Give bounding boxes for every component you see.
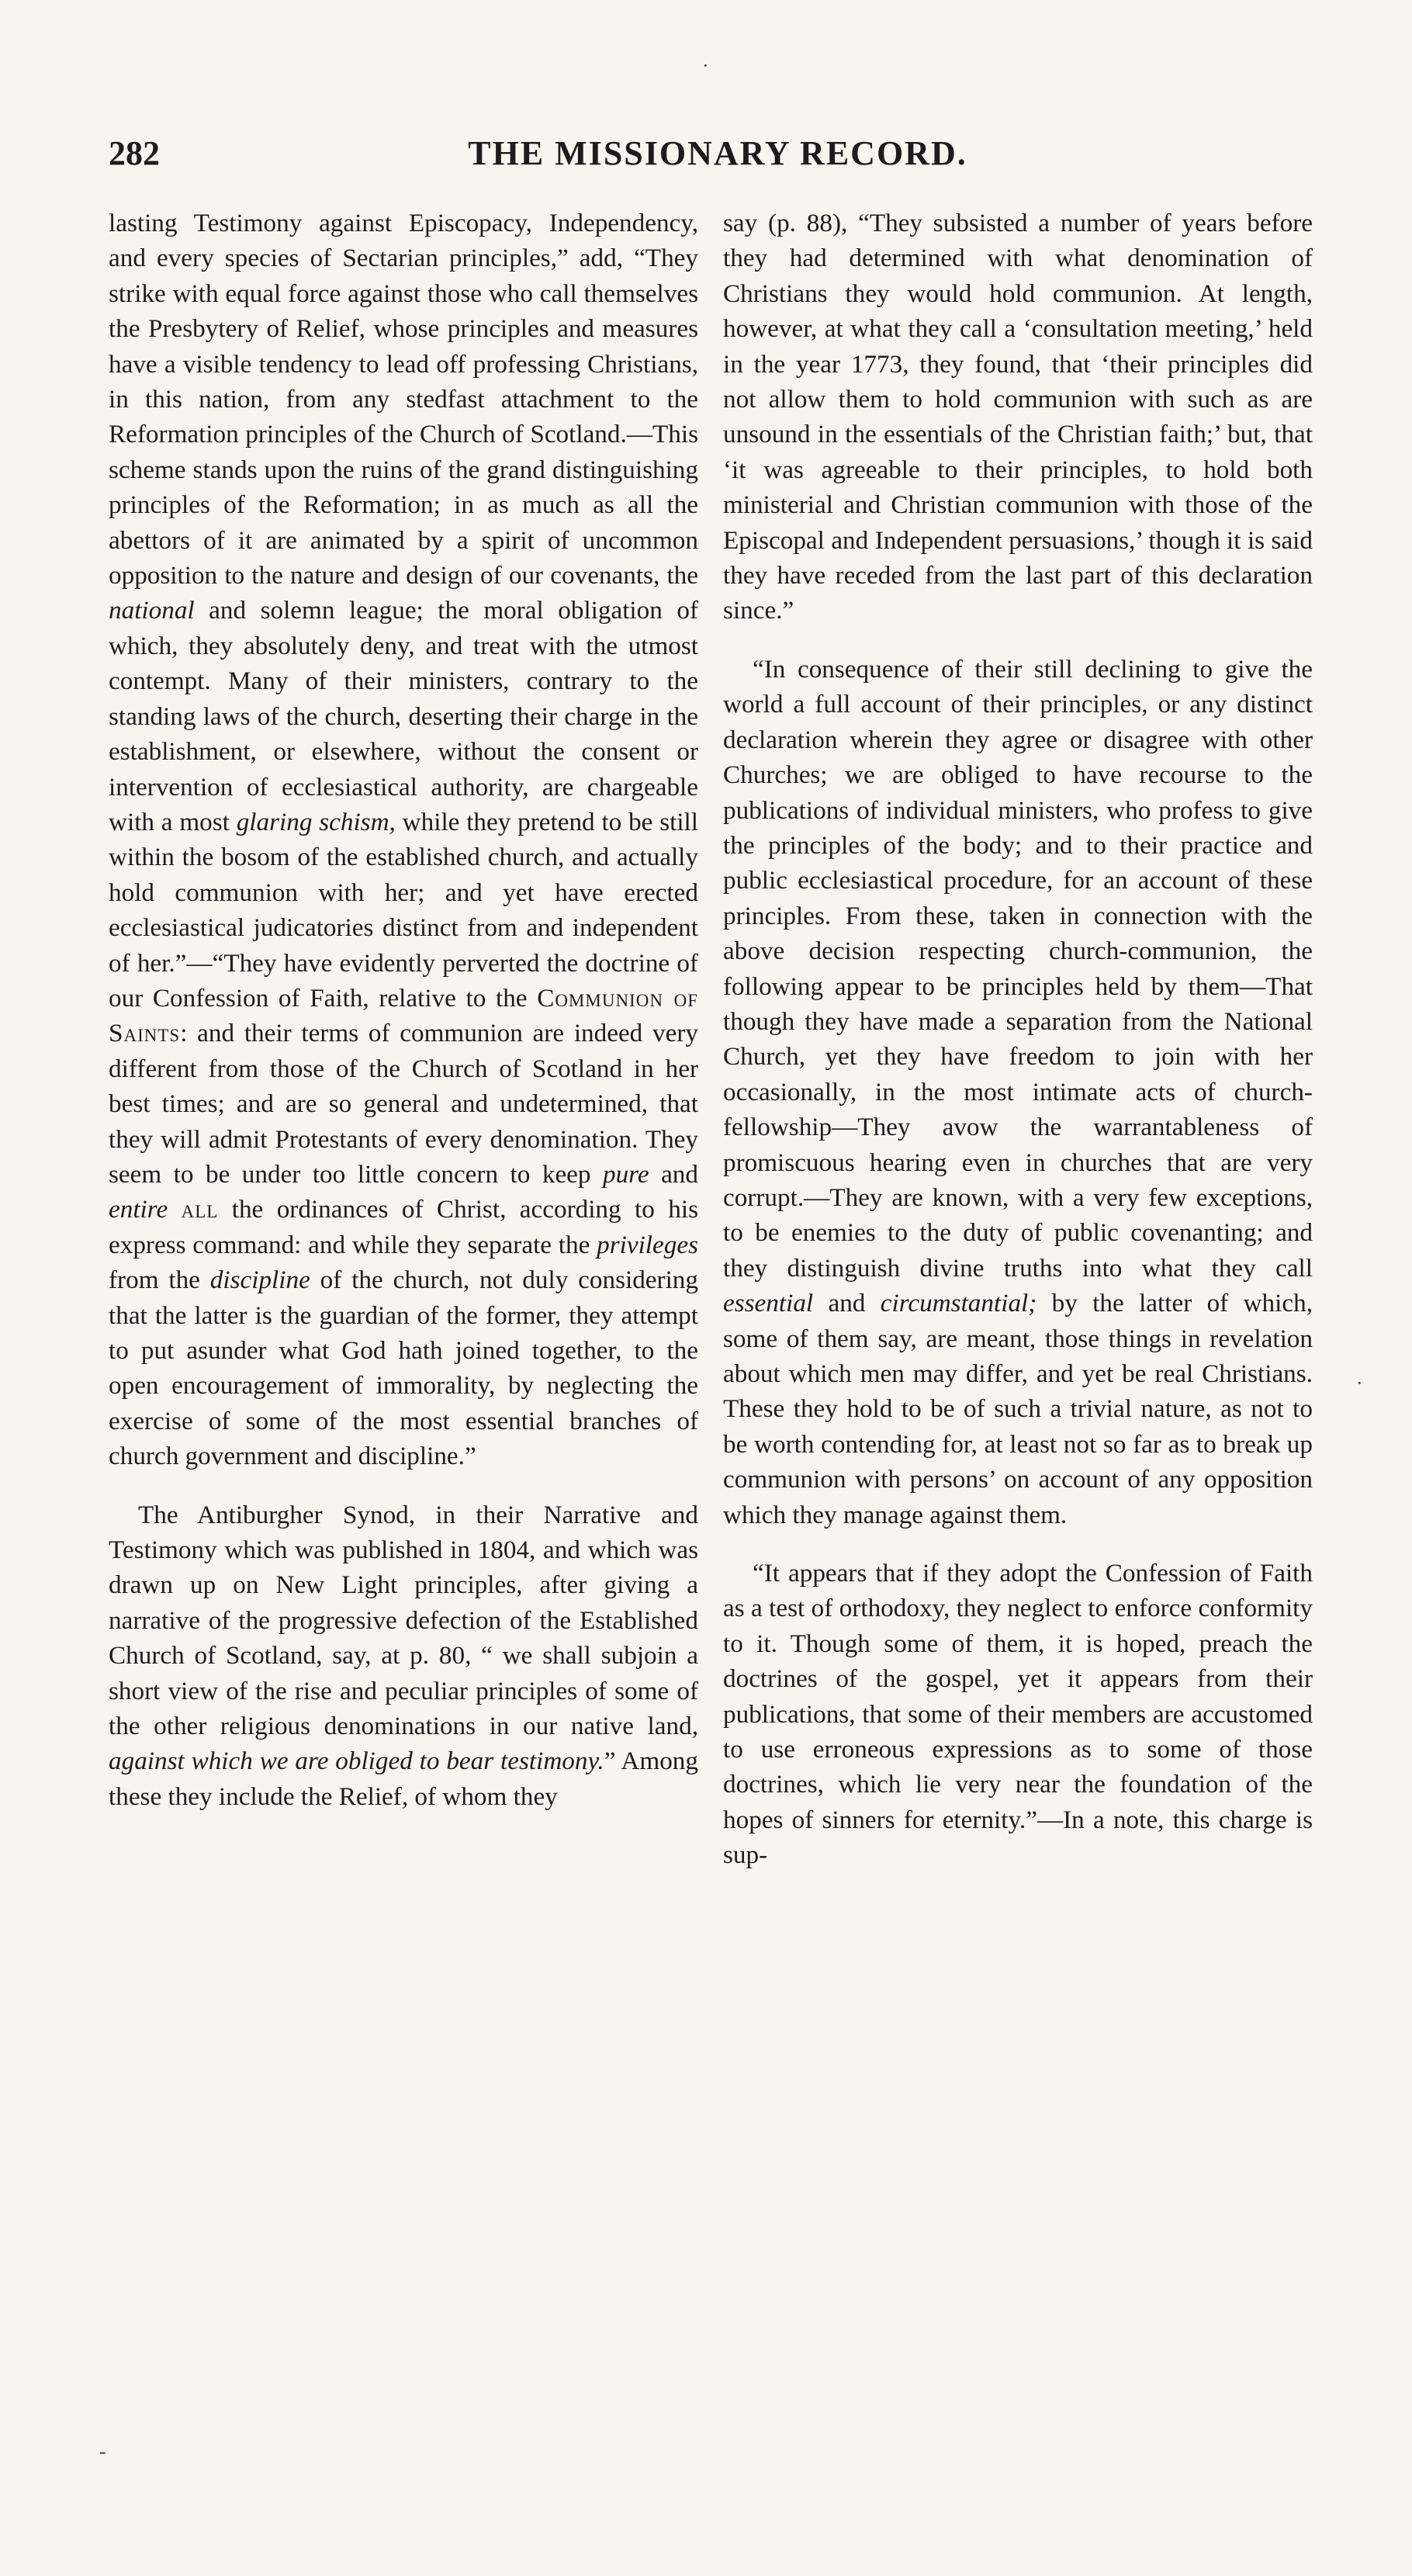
stray-ink-mark: · — [702, 54, 709, 77]
left-paragraph-1: lasting Testimony against Episcopacy, Independency, and every species of Sectarian principles,” add, “They strike with equal force against those who call themselves the Presbytery of Relief, whose principles and measures have a visible tendency to lead off professing Christians, in this nation, from any stedfast attachment to the Reformation principles of the Church of Scotland.—This scheme stands upon the ruins of the grand distinguishing principles of the Reformation; in as much as all the abettors of it are animated by a spirit of uncommon opposition to the nature and design of our covenants, the national and solemn league; the moral obligation of which, they absolutely deny, and treat with the utmost contempt. Many of their ministers, contrary to the standing laws of the church, deserting their charge in the establishment, or elsewhere, without the consent or intervention of ecclesiastical authority, are chargeable with a most glaring schism, while they pretend to be still within the bosom of the established church, and actually hold communion with her; and yet have erected ecclesiastical judicatories distinct from and independent of her.”—“They have evidently perverted the doctrine of our Confession of Faith, relative to the Communion of Saints: and their terms of communion are indeed very different from those of the Church of Scotland in her best times; and are so general and undetermined, that they will admit Protestants of every denomination. They seem to be under too little concern to keep pure and entire all the ordinances of Christ, according to his express command: and while they separate the privileges from the discipline of the church, not duly considering that the latter is the guardian of the former, they attempt to put asunder what God hath joined together, to the open encouragement of immorality, by neglecting the exercise of some of the most essential branches of church government and discipline.” — [109, 209, 698, 1471]
right-paragraph-2: “In consequence of their still declining to give the world a full account of their principles, or any distinct declaration wherein they agree or disagree with other Churches; we are obliged to have recourse to the publications of individual ministers, who profess to give the principles of the body; and to their practice and public ecclesiastical procedure, for an account of these principles. From these, taken in connection with the above decision respecting church-communion, the following appear to be principles held by them—That though they have made a separation from the National Church, yet they have freedom to join with her occasionally, in the most intimate acts of church-fellowship—They avow the warrantableness of promiscuous hearing even in churches that are very corrupt.—They are known, with a very few exceptions, to be enemies to the duty of public covenanting; and they distinguish divine truths into what they call essential and circumstantial; by the latter of which, some of them say, are meant, those things in revelation about which men may differ, and yet be real Christians. These they hold to be of such a trivial nature, as not to be worth contending for, at least not so far as to break up communion with persons’ on account of any opposition which they manage against them. — [723, 654, 1313, 1529]
left-paragraph-2: The Antiburgher Synod, in their Narrative and Testimony which was published in 1804, and which was drawn up on New Light principles, after giving a narrative of the progressive defection of the Established Church of Scotland, say, at p. 80, “ we shall subjoin a short view of the rise and peculiar principles of some of the other religious denominations in our native land, against which we are obliged to bear testimony.” Among these they include the Relief, of whom they — [109, 1500, 698, 1811]
stray-ink-mark: - — [99, 2440, 106, 2463]
running-head: THE MISSIONARY RECORD. — [468, 134, 967, 172]
page-number: 282 — [109, 134, 160, 172]
right-paragraph-3: “It appears that if they adopt the Confession of Faith as a test of orthodoxy, they neglect to enforce conformity to it. Though some of them, it is hoped, preach the doctrines of the gospel, yet it appears from their publications, that some of their members are accustomed to use erroneous expressions as to some of those doctrines, which lie very near the foundation of the hopes of sinners for eternity.”—In a note, this charge is sup- — [723, 1559, 1313, 1870]
right-column — [723, 206, 1313, 1873]
right-paragraph-1: say (p. 88), “They subsisted a number of years before they had determined with what denomination of Christians they would hold communion. At length, however, at what they call a ‘consultation meeting,’ held in the year 1773, they found, that ‘their principles did not allow them to hold communion with such as are unsound in the essentials of the Christian faith;’ but, that ‘it was agreeable to their principles, to hold both ministerial and Christian communion with those of the Episcopal and Independent persuasions,’ though it is said they have receded from the last part of this declaration since.” — [723, 209, 1313, 625]
stray-ink-mark: · — [1356, 1372, 1363, 1394]
left-column — [109, 206, 698, 1814]
page-header — [109, 130, 1327, 177]
